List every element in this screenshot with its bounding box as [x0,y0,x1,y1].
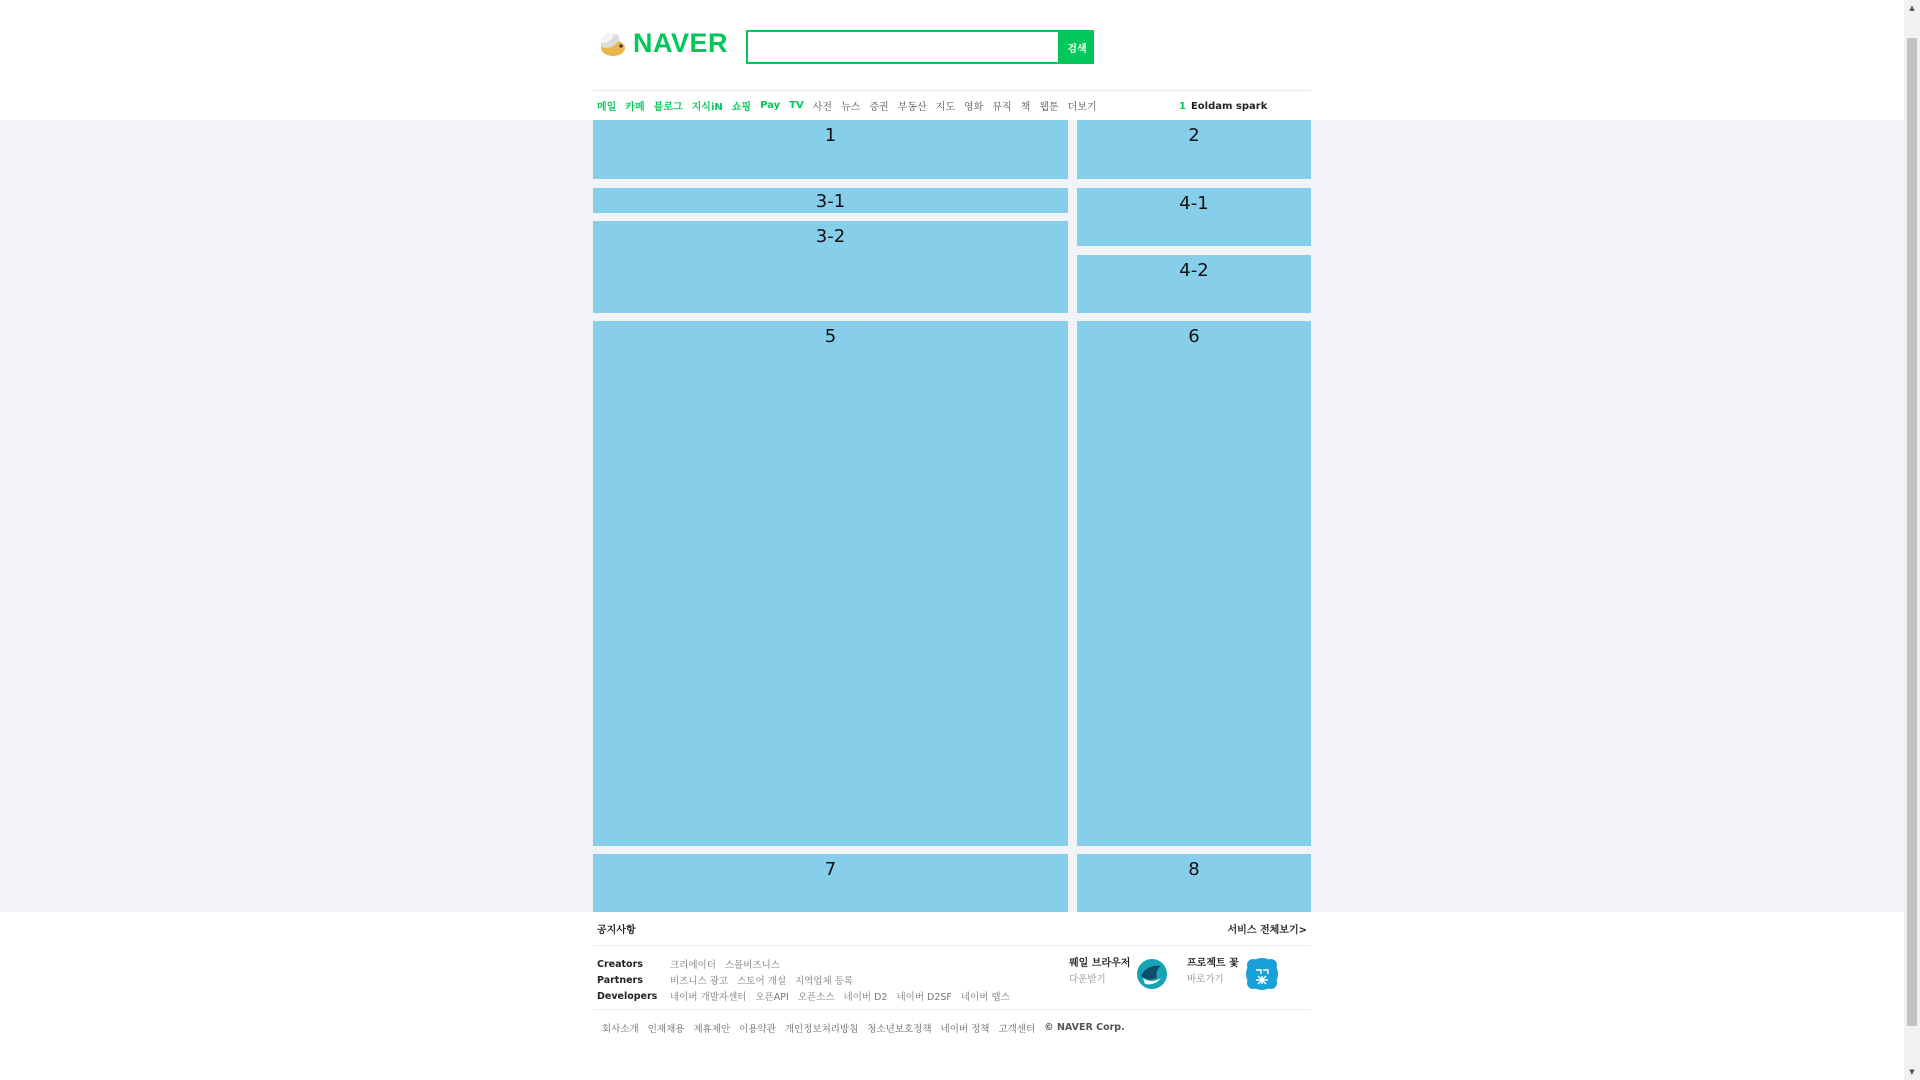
nav-item[interactable]: 블로그 [653,102,683,113]
service-nav [593,90,1311,120]
content-box-3-1 [593,188,1068,213]
promo-link[interactable]: 바로가기 [1187,974,1224,985]
footer-link-row [597,956,1037,972]
whale-browser-promo[interactable] [1069,954,1171,996]
footer-links-grid [597,956,1037,1004]
box-label: 5 [824,326,837,347]
content-box-5 [593,321,1068,846]
trend-keyword[interactable] [1179,91,1267,121]
box-label: 3-1 [815,191,846,212]
footer-link-category: Creators [597,958,643,970]
nav-item[interactable]: 메일 [597,102,617,113]
whale-icon [1133,956,1171,996]
notice-row [593,912,1311,946]
footer-link[interactable]: 크리에이터 [670,960,716,971]
nav-item[interactable]: 지도 [935,102,955,113]
nav-item[interactable]: 영화 [963,102,984,113]
promo-link[interactable]: 다운받기 [1069,974,1106,985]
content-box-8 [1077,854,1311,912]
flower-project-icon [1242,956,1282,996]
promo-title: 프로젝트 꽃 [1187,958,1239,969]
box-label: 4-1 [1179,193,1209,214]
footer-bottom-link[interactable]: 고객센터 [998,1023,1036,1035]
content-box-1 [593,120,1068,179]
content-box-7 [593,854,1068,912]
box-label: 8 [1188,859,1200,880]
search-input[interactable] [748,32,1058,62]
footer-link-category: Partners [597,974,643,986]
footer-link[interactable]: 네이버 랩스 [960,992,1010,1003]
nav-item[interactable]: 증권 [869,102,889,113]
scroll-up-arrow-icon[interactable]: ▲ [1909,4,1915,12]
box-label: 3-2 [815,226,846,247]
footer [593,912,1311,1062]
footer-bottom-link[interactable]: 인재채용 [647,1023,685,1035]
flower-project-promo[interactable] [1187,954,1282,996]
footer-link[interactable]: 네이버 D2 [843,992,888,1003]
nav-item[interactable]: TV [789,100,804,111]
box-label: 6 [1188,326,1200,347]
search-button[interactable]: 검색 [1060,30,1094,64]
nav-item[interactable]: 지식iN [691,102,723,113]
box-label: 4-2 [1179,260,1209,281]
footer-link[interactable]: 네이버 개발자센터 [670,992,747,1003]
footer-bottom-row [593,1009,1311,1045]
footer-link[interactable]: 지역업체 등록 [795,976,854,987]
content-box-3-2 [593,221,1068,313]
vertical-scrollbar[interactable] [1904,0,1920,1080]
box-label: 7 [824,859,837,880]
content-box-4-2 [1077,255,1311,313]
nav-item[interactable]: 부동산 [897,102,927,113]
footer-link[interactable]: 비즈니스 광고 [670,976,729,987]
nav-item[interactable]: 카페 [625,102,645,113]
notice-title[interactable]: 공지사항 [597,925,636,936]
box-label: 1 [824,125,837,146]
nav-item[interactable]: 더보기 [1067,102,1097,113]
footer-bottom-link[interactable]: 네이버 정책 [940,1023,990,1035]
content-box-4-1 [1077,188,1311,246]
footer-link-row [597,988,1037,1004]
trend-text: Eoldam spark [1190,100,1268,112]
naver-logo-text: NAVER [633,27,729,58]
footer-link[interactable]: 스토어 개설 [737,976,786,987]
search-box [746,30,1060,64]
footer-bottom-link[interactable]: 청소년보호정책 [867,1023,932,1035]
footer-bottom-link[interactable]: 제휴제안 [693,1023,731,1035]
footer-bottom-link[interactable]: 개인정보처리방침 [784,1023,859,1035]
copyright: © NAVER Corp. [1044,1022,1125,1033]
nav-item[interactable]: Pay [760,100,781,111]
footer-link[interactable]: 오픈API [755,992,789,1003]
box-label: 2 [1188,125,1200,146]
footer-link-row [597,972,1037,988]
naver-logo-bird-icon [595,26,629,60]
nav-item[interactable]: 뮤직 [992,102,1012,113]
nav-item[interactable]: 사전 [812,102,833,113]
nav-item[interactable]: 쇼핑 [731,102,752,113]
footer-link[interactable]: 스몰비즈니스 [724,960,780,971]
naver-logo[interactable] [595,24,735,62]
nav-item[interactable]: 책 [1020,102,1031,113]
content-box-6 [1077,321,1311,846]
footer-bottom-link[interactable]: 회사소개 [602,1023,639,1035]
scroll-down-arrow-icon[interactable]: ▼ [1909,1068,1915,1076]
promo-title: 웨일 브라우저 [1069,958,1131,969]
service-all-link[interactable]: 서비스 전체보기> [1227,925,1307,936]
footer-link[interactable]: 네이버 D2SF [896,992,952,1003]
footer-link[interactable]: 오픈소스 [797,992,835,1003]
nav-item[interactable]: 뉴스 [841,102,861,113]
footer-link-category: Developers [597,990,658,1002]
nav-item[interactable]: 웹툰 [1039,102,1059,113]
footer-bottom-link[interactable]: 이용약관 [739,1023,776,1035]
scroll-thumb[interactable] [1907,38,1917,1026]
trend-rank: 1 [1179,100,1186,112]
header [593,0,1311,120]
content-box-2 [1077,120,1311,179]
